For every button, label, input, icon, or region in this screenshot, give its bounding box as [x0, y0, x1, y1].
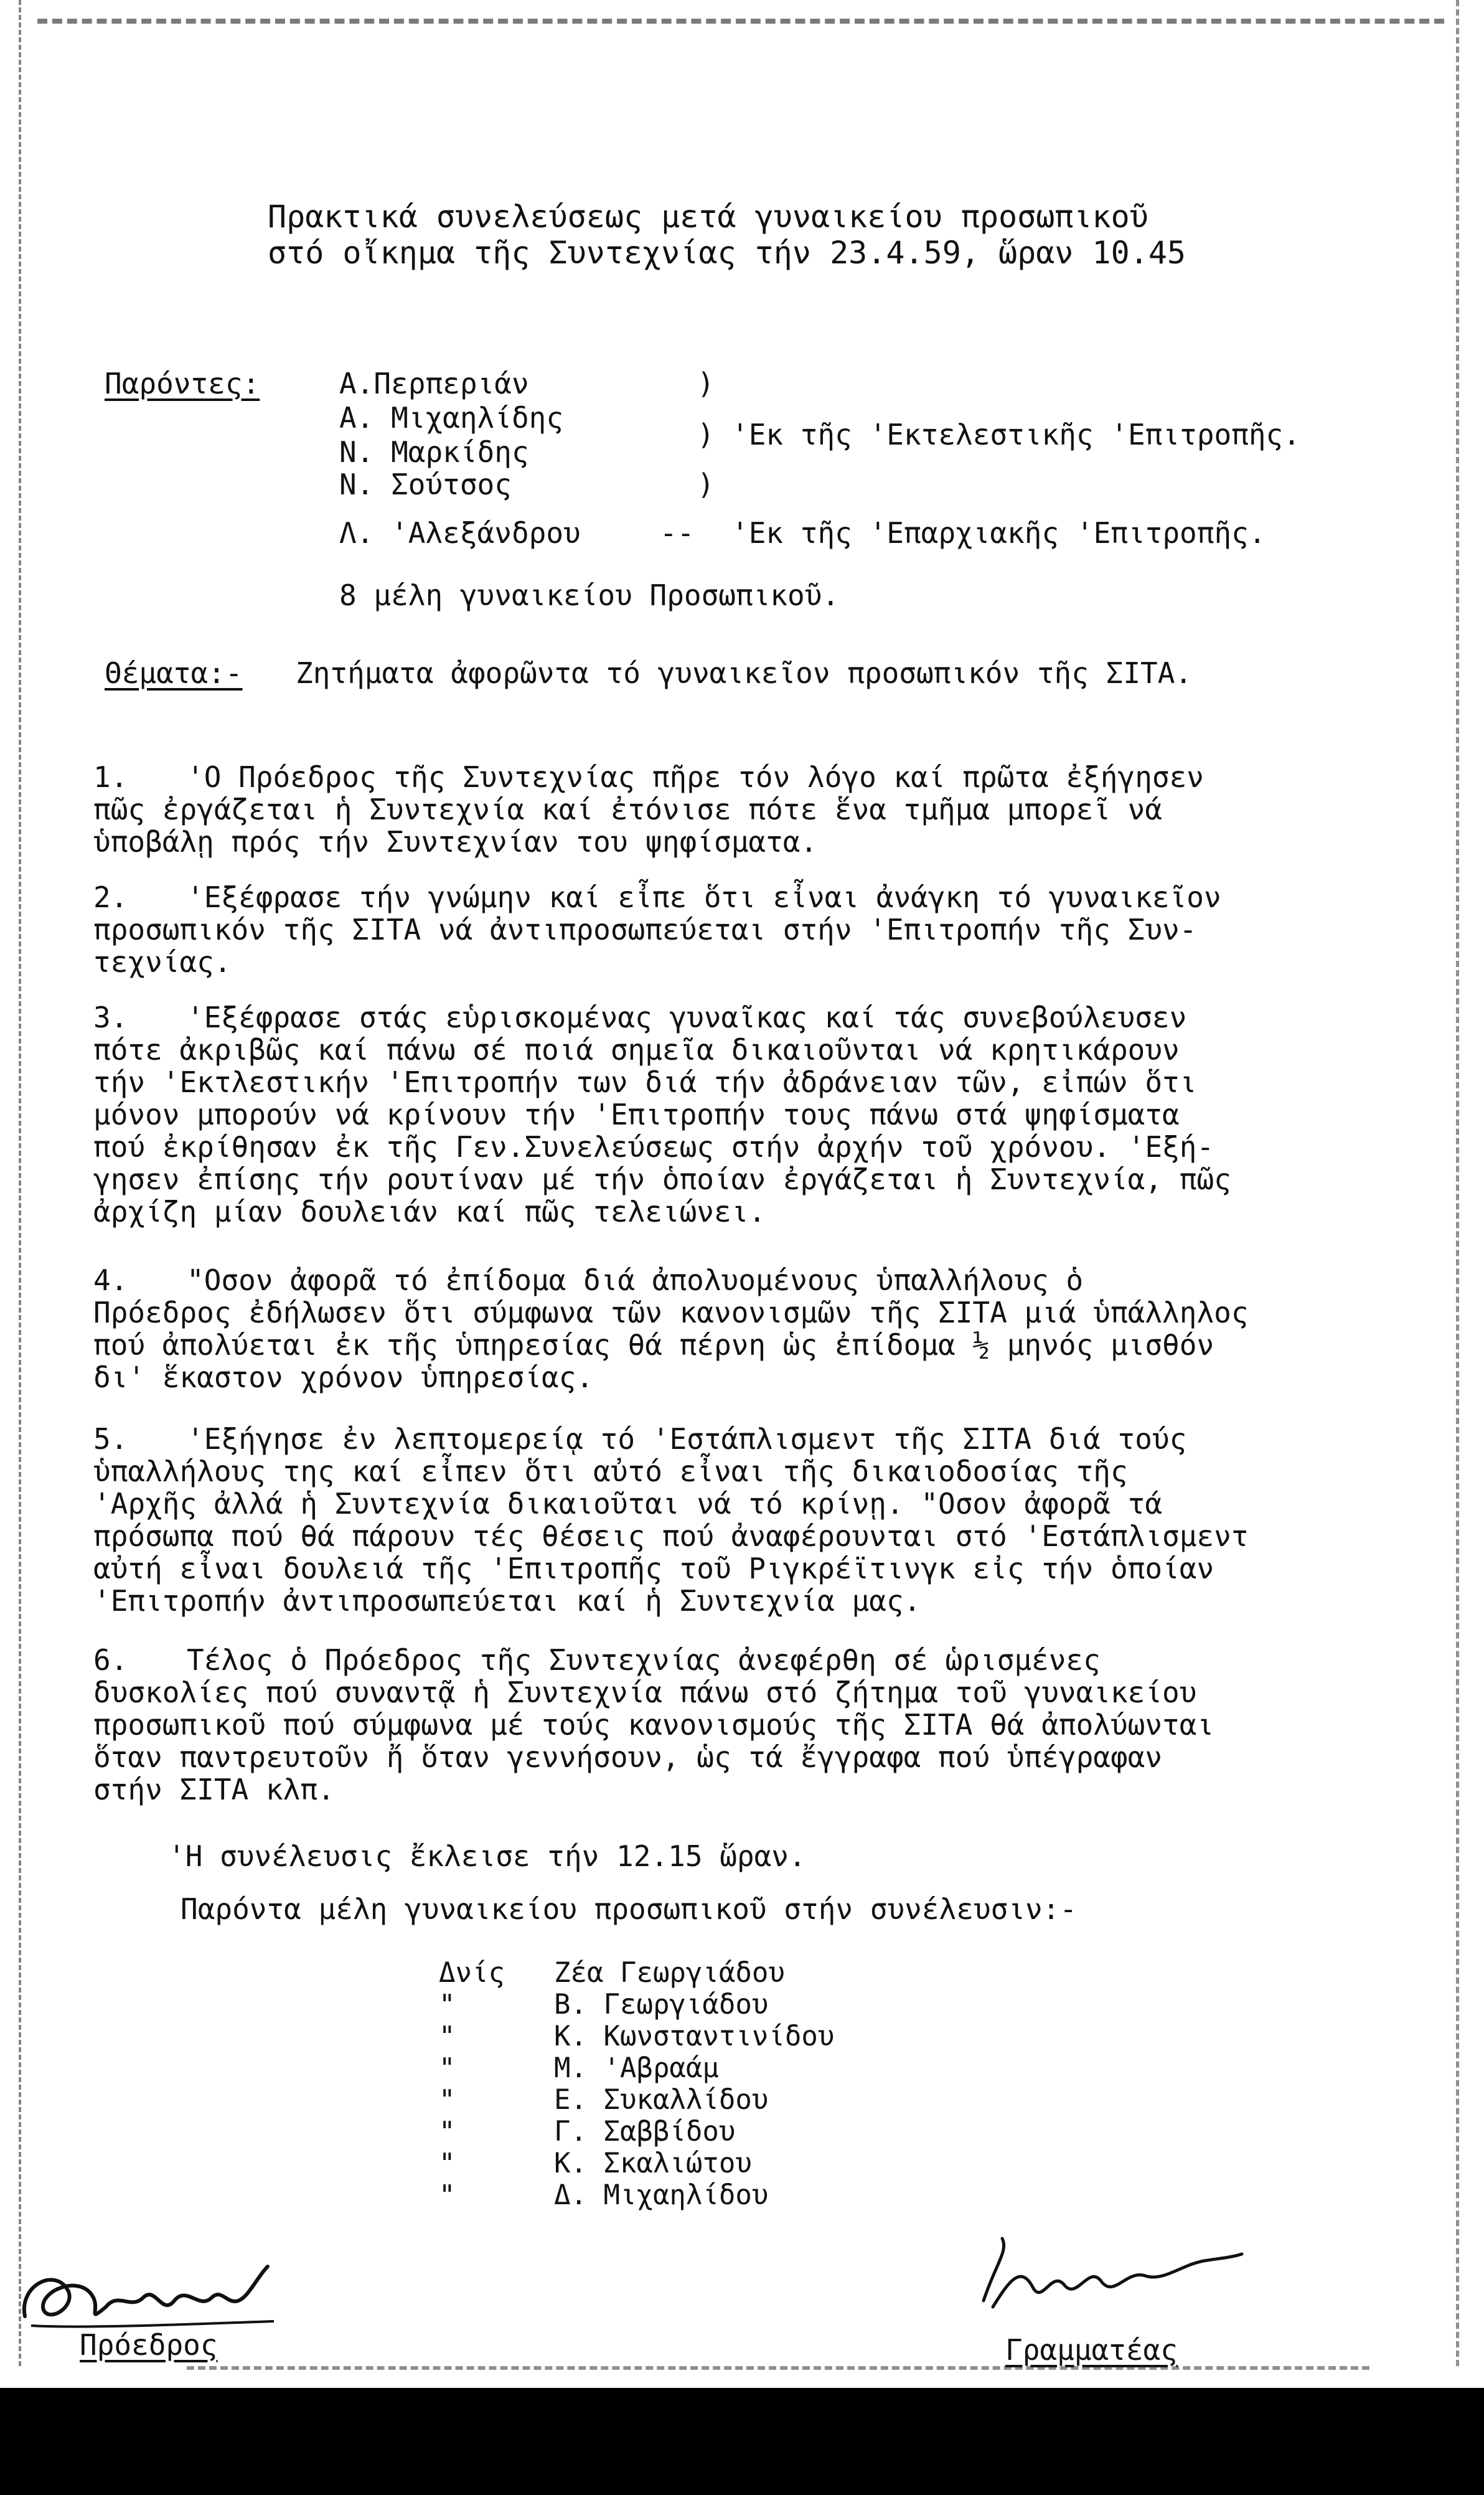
secretary-signature: [959, 2226, 1245, 2326]
attendee-prefix: ": [439, 2116, 456, 2148]
attendee-row: [439, 1957, 834, 1989]
paragraph-number: 2.: [93, 880, 128, 914]
paragraph-6: Τέλος ὁ Πρόεδρος τῆς Συντεχνίας ἀνεφέρθη σέ ὡρισμένες δυσκολίες πού συναντᾷ ἡ Συντεχνία πάνω στό ζήτημα τοῦ γυναικείου προσωπικοῦ πού σύμφωνα μέ τούς κανονισμούς τῆς ΣΙΤΑ θά ἀπολύωνται ὅταν παντρευτοῦν ἤ ὅταν γεννήσουν, ὡς τά ἔγγραφα πού ὑπέγραφαν στήν ΣΙΤΑ κλπ.: [93, 1643, 1214, 1806]
paragraph-number: 1.: [93, 760, 128, 794]
attendee-name: Ζέα Γεωργιάδου: [554, 1957, 785, 1989]
attendee-row: [439, 2052, 834, 2084]
attendee-row: [439, 2021, 834, 2052]
paragraph-number: 4.: [93, 1263, 128, 1297]
paragraph-4: "Οσον ἀφορᾶ τό ἐπίδομα διά ἀπολυομένους ὑπαλλήλους ὁ Πρόεδρος ἐδήλωσεν ὅτι σύμφωνα τῶν κανονισμῶν τῆς ΣΙΤΑ μιά ὑπάλληλος πού ἀπολύεται ἐκ τῆς ὑπηρεσίας θά πέρνη ὡς ἐπίδομα ½ μηνός μισθόν δι' ἕκαστον χρόνον ὑπηρεσίας.: [93, 1263, 1249, 1394]
present-name: Ν. Μαρκίδης: [339, 435, 529, 469]
scan-edge-right: [1456, 0, 1484, 2366]
attendee-name: Ε. Συκαλλίδου: [554, 2084, 769, 2116]
attendee-name: Δ. Μιχαηλίδου: [554, 2179, 769, 2211]
present-name: Ν. Σούτσος: [339, 468, 512, 501]
paragraph-2: 'Εξέφρασε τήν γνώμην καί εἶπε ὅτι εἶναι ἀνάγκη τό γυναικεῖον προσωπικόν τῆς ΣΙΤΑ νά ἀντιπροσωπεύεται στήν 'Επιτροπήν τῆς Συν- τεχνίας.: [93, 880, 1221, 979]
present-name: Λ. 'Αλεξάνδρου: [339, 516, 581, 550]
attendees-intro: Παρόντα μέλη γυναικείου προσωπικοῦ στήν συνέλευσιν:-: [181, 1892, 1078, 1926]
attendee-prefix: ": [439, 2052, 456, 2084]
present-bracket: --: [660, 516, 695, 550]
attendee-row: [439, 2148, 834, 2179]
attendee-name: Γ. Σαββίδου: [554, 2116, 736, 2148]
attendee-name: Μ. 'Αβραάμ: [554, 2052, 719, 2084]
topics-text: Ζητήματα ἀφορῶντα τό γυναικεῖον προσωπικόν τῆς ΣΙΤΑ.: [296, 656, 1193, 690]
secretary-label: Γραμματέας: [1005, 2333, 1178, 2367]
attendee-row: [439, 2084, 834, 2116]
present-name: Α. Μιχαηλίδης: [339, 401, 564, 435]
paragraph-5: 'Εξήγησε ἐν λεπτομερείᾳ τό 'Εστάπλισμεντ τῆς ΣΙΤΑ διά τούς ὑπαλλήλους της καί εἶπεν ὅτι αὐτό εἶναι τῆς δικαιοδοσίας τῆς 'Αρχῆς ἀλλά ἡ Συντεχνία δικαιοῦται νά τό κρίνῃ. "Οσον ἀφορᾶ τά πρόσωπα πού θά πάρουν τές θέσεις πού ἀναφέρουνται στό 'Εστάπλισμεντ αὐτή εἶναι δουλειά τῆς 'Επιτροπῆς τοῦ Ριγκρέϊτινγκ εἰς τήν ὁποίαν 'Επιτροπήν ἀντιπροσωπεύεται καί ἡ Συντεχνία μας.: [93, 1422, 1249, 1618]
topics-label: Θέματα:-: [105, 656, 243, 690]
paragraph-number: 5.: [93, 1422, 128, 1456]
present-role: 'Εκ τῆς 'Επαρχιακῆς 'Επιτροπῆς.: [731, 516, 1266, 550]
paragraph-3: 'Εξέφρασε στάς εὑρισκομένας γυναῖκας καί τάς συνεβούλευσεν πότε ἀκριβῶς καί πάνω σέ ποιά σημεῖα δικαιοῦνται νά κρητικάρουν τήν 'Εκτλεστικήν 'Επιτροπήν των διά τήν ἀδράνειαν τῶν, εἰπών ὅτι μόνον μπορούν νά κρίνουν τήν 'Επιτροπήν τους πάνω στά ψηφίσματα πού ἐκρίθησαν ἐκ τῆς Γεν.Συνελεύσεως στήν ἀρχήν τοῦ χρόνου. 'Εξή- γησεν ἐπίσης τήν ρουτίναν μέ τήν ὁποίαν ἐργάζεται ἡ Συντεχνία, πῶς ἀρχίζη μίαν δουλειάν καί πῶς τελειώνει.: [93, 1001, 1231, 1229]
attendees-list: [439, 1957, 834, 2211]
closing-statement: 'Η συνέλευσις ἔκλεισε τήν 12.15 ὥραν.: [168, 1839, 806, 1873]
attendee-row: [439, 2116, 834, 2148]
attendee-prefix: ": [439, 1989, 456, 2021]
attendee-row: [439, 1989, 834, 2021]
title-line-2: στό οἴκημα τῆς Συντεχνίας τήν 23.4.59, ὥραν 10.45: [268, 235, 1186, 271]
paragraph-number: 6.: [93, 1643, 128, 1677]
attendee-prefix: ": [439, 2148, 456, 2179]
attendee-name: Κ. Κωνσταντινίδου: [554, 2021, 835, 2052]
present-label: Παρόντες:: [105, 367, 260, 400]
attendee-prefix: ": [439, 2179, 456, 2211]
present-bracket: ): [697, 468, 715, 501]
paragraph-number: 3.: [93, 1001, 128, 1034]
present-bracket: ): [697, 418, 715, 451]
scan-bottom-edge: [187, 2366, 1369, 2370]
present-bracket: ): [697, 367, 715, 400]
staff-present: 8 μέλη γυναικείου Προσωπικοῦ.: [339, 578, 840, 612]
present-role: 'Εκ τῆς 'Εκτελεστικῆς 'Επιτροπῆς.: [731, 418, 1300, 451]
attendee-prefix: ": [439, 2021, 456, 2052]
attendee-name: Β. Γεωργιάδου: [554, 1989, 769, 2021]
scan-top-edge: [37, 19, 1444, 30]
present-name: Α.Περπεριάν: [339, 367, 529, 400]
attendee-name: Κ. Σκαλιώτου: [554, 2148, 752, 2179]
attendee-prefix: Δνίς: [439, 1957, 505, 1989]
title-line-1: Πρακτικά συνελεύσεως μετά γυναικείου προσωπικοῦ: [268, 199, 1148, 235]
attendee-row: [439, 2179, 834, 2211]
president-label: Πρόεδρος: [80, 2328, 218, 2362]
scan-bottom-band: [0, 2388, 1484, 2495]
attendee-prefix: ": [439, 2084, 456, 2116]
paragraph-1: 'Ο Πρόεδρος τῆς Συντεχνίας πῆρε τόν λόγο καί πρῶτα ἐξήγησεν πῶς ἐργάζεται ἡ Συντεχνία καί ἐτόνισε πότε ἕνα τμῆμα μπορεῖ νά ὑποβάλῃ πρός τήν Συντεχνίαν του ψηφίσματα.: [93, 760, 1204, 859]
scan-edge-left: [0, 0, 21, 2366]
